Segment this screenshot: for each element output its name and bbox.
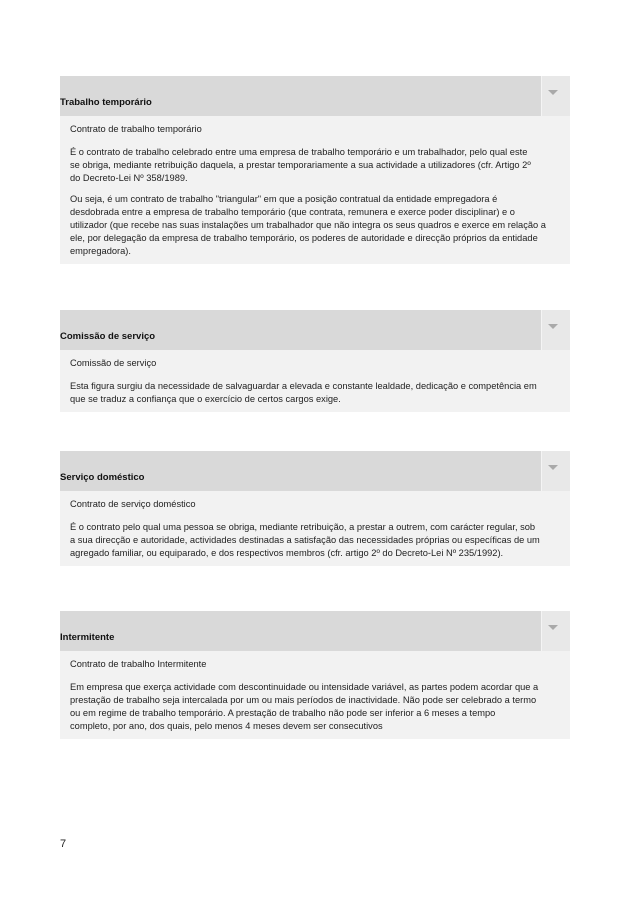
text-line: ou em regime de trabalho temporário. A prestação de trabalho não pode ser inferior a 6 meses a tempo xyxy=(70,708,496,718)
collapse-toggle-button[interactable] xyxy=(541,76,570,116)
section-title: Serviço doméstico xyxy=(60,472,145,483)
paragraph xyxy=(70,681,568,733)
section-subtitle: Contrato de trabalho Intermitente xyxy=(70,659,207,669)
section-header[interactable] xyxy=(60,611,570,651)
collapse-toggle-button[interactable] xyxy=(541,451,570,491)
section-header[interactable] xyxy=(60,451,570,491)
section-subtitle: Contrato de trabalho temporário xyxy=(70,124,202,134)
section xyxy=(60,451,570,566)
section xyxy=(60,76,570,264)
text-line: É o contrato de trabalho celebrado entre uma empresa de trabalho temporário e um trabalhador, pelo qual este xyxy=(70,147,528,157)
text-line: utilizador (que recebe nas suas instalações um trabalhador que não integra os seus quadros e exerce em relação a xyxy=(70,220,546,230)
text-line: ele, por delegação da empresa de trabalho temporário, os poderes de autoridade e direcção próprios da entidade xyxy=(70,233,538,243)
text-line: agregado familiar, ou equiparado, e dos respectivos membros (cfr. artigo 2º do Decreto-Lei Nº 235/1992). xyxy=(70,548,504,558)
chevron-down-icon xyxy=(548,465,558,470)
section-body xyxy=(60,116,570,264)
text-line: se obriga, mediante retribuição daquela, a prestar temporariamente a sua actividade a utilizadores (cfr. Artigo 2º xyxy=(70,160,531,170)
section-title: Trabalho temporário xyxy=(60,97,152,108)
section xyxy=(60,611,570,739)
text-line: desdobrada entre a empresa de trabalho temporário (que contrata, remunera e exerce poder disciplinar) e o xyxy=(70,207,515,217)
text-line: Ou seja, é um contrato de trabalho "triangular" em que a posição contratual da entidade empregadora é xyxy=(70,194,498,204)
chevron-down-icon xyxy=(548,625,558,630)
text-line: prestação de trabalho seja intercalada por um ou mais períodos de inactividade. Não pode ser celebrado a termo xyxy=(70,695,537,705)
section-body xyxy=(60,350,570,412)
section-header[interactable] xyxy=(60,76,570,116)
collapse-toggle-button[interactable] xyxy=(541,310,570,350)
chevron-down-icon xyxy=(548,90,558,95)
text-line: completo, por ano, dos quais, pelo menos 4 meses devem ser consecutivos xyxy=(70,721,383,731)
text-line: que se traduz a confiança que o exercício de certos cargos exige. xyxy=(70,394,341,404)
paragraph xyxy=(70,521,568,560)
text-line: empregadora). xyxy=(70,246,131,256)
text-line: a sua direcção e autoridade, actividades destinadas a satisfação das necessidades próprias ou específicas de um xyxy=(70,535,540,545)
collapse-toggle-button[interactable] xyxy=(541,611,570,651)
page-number: 7 xyxy=(60,838,67,850)
section-title: Intermitente xyxy=(60,632,115,643)
paragraph xyxy=(70,193,568,258)
paragraph xyxy=(70,380,568,406)
chevron-down-icon xyxy=(548,324,558,329)
text-line: É o contrato pelo qual uma pessoa se obriga, mediante retribuição, a prestar a outrem, com carácter regular, sob xyxy=(70,522,536,532)
text-line: Em empresa que exerça actividade com descontinuidade ou intensidade variável, as partes podem acordar que a xyxy=(70,682,539,692)
section-body xyxy=(60,491,570,566)
text-line: do Decreto-Lei Nº 358/1989. xyxy=(70,173,188,183)
paragraph xyxy=(70,146,568,185)
text-line: Esta figura surgiu da necessidade de salvaguardar a elevada e constante lealdade, dedicação e competência em xyxy=(70,381,537,391)
section xyxy=(60,310,570,412)
section-subtitle: Contrato de serviço doméstico xyxy=(70,499,196,509)
section-header[interactable] xyxy=(60,310,570,350)
section-body xyxy=(60,651,570,739)
section-title: Comissão de serviço xyxy=(60,331,156,342)
section-subtitle: Comissão de serviço xyxy=(70,358,157,368)
